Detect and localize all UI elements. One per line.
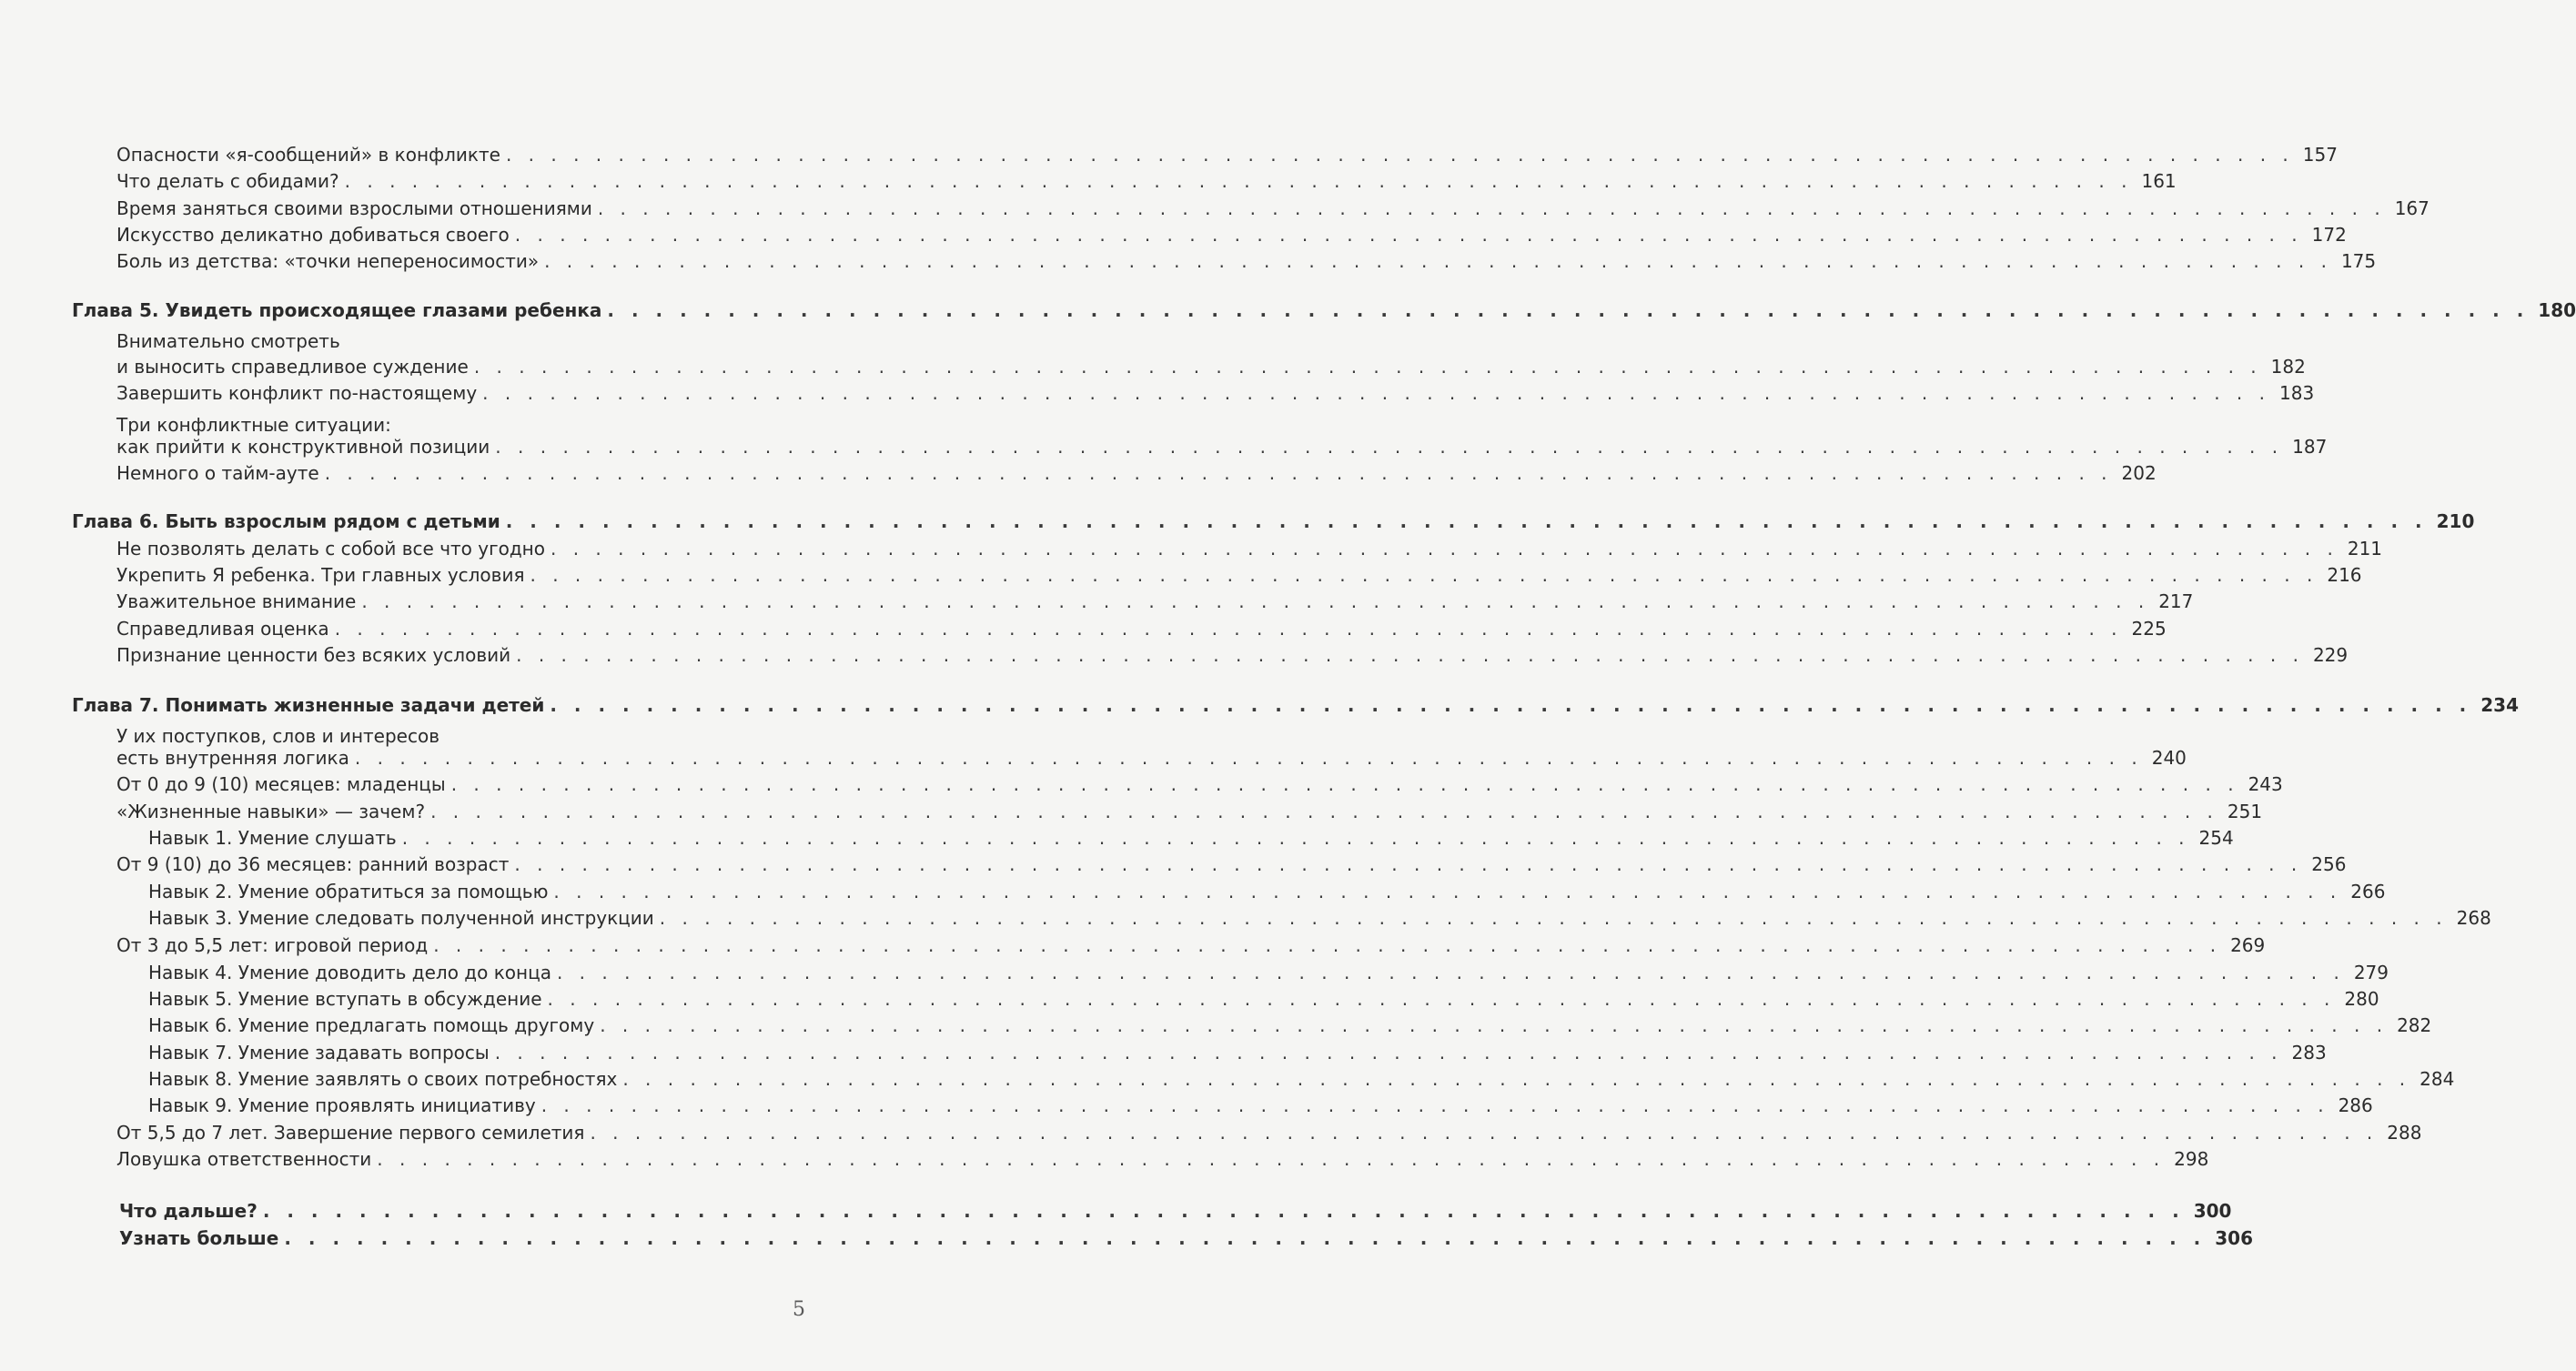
toc-entry-row [116,328,716,355]
toc-entry-title: Что делать с обидами? [116,170,339,192]
toc-page-number: 298 [2174,1148,2209,1170]
toc-entry-title: Признание ценности без всяких условий [116,644,511,666]
toc-entry-row [116,1119,2422,1146]
toc-entry-row [116,932,2266,959]
toc-entry-title: Внимательно смотреть [116,330,340,352]
toc-leader-dots: . . . . . . . . . . . . . . . . . . . . . . . . . . . . . . . . . . . . . . . . . . . . . . . . . . . . . . . . . . . . . . . . . . . . . . . . . . . . . . . . [590,1122,2379,1144]
toc-entry-row [116,141,2338,168]
toc-entry-title: Не позволять делать с собой все что угодно [116,538,545,559]
toc-entry-title: Навык 2. Умение обратиться за помощью [148,881,549,902]
toc-entry-title: Навык 6. Умение предлагать помощь другому [148,1014,595,1036]
toc-leader-dots: . . . . . . . . . . . . . . . . . . . . . . . . . . . . . . . . . . . . . . . . . . . . . . . . . . . . . . . . . . . . . . . . . . . . . . . . . . . . . . . . [551,538,2339,559]
toc-leader-dots: . . . . . . . . . . . . . . . . . . . . . . . . . . . . . . . . . . . . . . . . . . . . . . . . . . . . . . . . . . . . . . . . . . . . . . . . . . . . . . . . [334,618,2123,640]
toc-entry-title: Завершить конфликт по-настоящему [116,382,478,404]
toc-leader-dots: . . . . . . . . . . . . . . . . . . . . . . . . . . . . . . . . . . . . . . . . . . . . . . . . . . . . . . . . . . . . . . . . . . . . . . . . . . . . . . . . [505,510,2428,532]
toc-entry-title: От 0 до 9 (10) месяцев: младенцы [116,773,446,795]
toc-leader-dots: . . . . . . . . . . . . . . . . . . . . . . . . . . . . . . . . . . . . . . . . . . . . . . . . . . . . . . . . . . . . . . . . . . . . . . . . . . . . . . . . [401,827,2190,849]
toc-leader-dots: . . . . . . . . . . . . . . . . . . . . . . . . . . . . . . . . . . . . . . . . . . . . . . . . . . . . . . . . . . . . . . . . . . . . . . . . . . . . . . . . [361,590,2150,612]
page-number: 5 [793,1298,805,1321]
toc-entry-title: Боль из детства: «точки непереносимости» [116,250,540,272]
toc-entry-title: От 9 (10) до 36 месяцев: ранний возраст [116,853,510,875]
toc-page-number: 283 [2291,1042,2327,1064]
toc-page-number: 216 [2327,564,2362,586]
toc-leader-dots: . . . . . . . . . . . . . . . . . . . . . . . . . . . . . . . . . . . . . . . . . . . . . . . . . . . . . . . . . . . . . . . . . . . . . . . . . . . . . . . . [262,1200,2185,1222]
toc-entry-title: Навык 1. Умение слушать [148,827,397,849]
toc-entry-row [148,985,2379,1013]
toc-chapter-row [72,297,2576,324]
toc-leader-dots: . . . . . . . . . . . . . . . . . . . . . . . . . . . . . . . . . . . . . . . . . . . . . . . . . . . . . . . . . . . . . . . . . . . . . . . . . . . . . . . . [495,436,2284,458]
toc-leader-dots: . . . . . . . . . . . . . . . . . . . . . . . . . . . . . . . . . . . . . . . . . . . . . . . . . . . . . . . . . . . . . . . . . . . . . . . . . . . . . . . . [514,224,2303,246]
toc-page-number: 284 [2419,1068,2455,1090]
toc-entry-title: Уважительное внимание [116,590,357,612]
toc-entry-row [116,459,2157,487]
toc-leader-dots: . . . . . . . . . . . . . . . . . . . . . . . . . . . . . . . . . . . . . . . . . . . . . . . . . . . . . . . . . . . . . . . . . . . . . . . . . . . . . . . . [482,382,2271,404]
toc-entry-row [116,744,2187,771]
toc-leader-dots: . . . . . . . . . . . . . . . . . . . . . . . . . . . . . . . . . . . . . . . . . . . . . . . . . . . . . . . . . . . . . . . . . . . . . . . . . . . . . . . . [530,564,2318,586]
toc-entry-title: От 5,5 до 7 лет. Завершение первого семилетия [116,1122,585,1144]
toc-page-number: 306 [2215,1227,2254,1249]
toc-page-number: 234 [2480,694,2520,716]
toc-entry-row [116,615,2167,642]
toc-page-number: 172 [2311,224,2347,246]
toc-page-number: 256 [2311,853,2347,875]
toc-entry-row [148,1039,2327,1066]
toc-chapter-row [72,691,2520,719]
toc-entry-row [116,641,2349,669]
toc-entry-row [116,771,2283,798]
toc-entry-row [116,433,2328,460]
toc-page-number: 167 [2394,197,2430,219]
toc-leader-dots: . . . . . . . . . . . . . . . . . . . . . . . . . . . . . . . . . . . . . . . . . . . . . . . . . . . . . . . . . . . . . . . . . . . . . . . . . . . . . . . . [600,1014,2389,1036]
toc-entry-row [116,167,2177,195]
toc-page-number: 175 [2340,250,2377,272]
toc-entry-title: Немного о тайм-ауте [116,462,319,484]
toc-entry-title: Узнать больше [119,1227,279,1249]
toc-page-number: 183 [2279,382,2315,404]
toc-entry-title: Навык 8. Умение заявлять о своих потребностях [148,1068,618,1090]
toc-entry-title: Навык 7. Умение задавать вопросы [148,1042,490,1064]
toc-page-number: 211 [2347,538,2383,559]
toc-leader-dots: . . . . . . . . . . . . . . . . . . . . . . . . . . . . . . . . . . . . . . . . . . . . . . . . . . . . . . . . . . . . . . . . . . . . . . . . . . . . . . . . [324,462,2113,484]
toc-entry-title: и выносить справедливое суждение [116,356,469,378]
toc-entry-title: «Жизненные навыки» — зачем? [116,801,426,822]
toc-entry-row [116,221,2347,248]
toc-page-number: 282 [2397,1014,2432,1036]
toc-entry-title: Укрепить Я ребенка. Три главных условия [116,564,525,586]
toc-entry-row [116,535,2383,562]
toc-entry-row [148,1012,2432,1039]
toc-leader-dots: . . . . . . . . . . . . . . . . . . . . . . . . . . . . . . . . . . . . . . . . . . . . . . . . . . . . . . . . . . . . . . . . . . . . . . . . . . . . . . . . [659,907,2448,929]
toc-leader-dots: . . . . . . . . . . . . . . . . . . . . . . . . . . . . . . . . . . . . . . . . . . . . . . . . . . . . . . . . . . . . . . . . . . . . . . . . . . . . . . . . [377,1148,2166,1170]
toc-entry-row [148,1092,2373,1119]
toc-entry-title: Глава 6. Быть взрослым рядом с детьми [72,510,500,532]
toc-page-number: 288 [2387,1122,2422,1144]
toc-leader-dots: . . . . . . . . . . . . . . . . . . . . . . . . . . . . . . . . . . . . . . . . . . . . . . . . . . . . . . . . . . . . . . . . . . . . . . . . . . . . . . . . [622,1068,2411,1090]
toc-page-number: 254 [2198,827,2234,849]
toc-entry-row [116,247,2377,275]
toc-page-number: 202 [2121,462,2157,484]
toc-entry-title: Три конфликтные ситуации: [116,414,391,436]
toc-leader-dots: . . . . . . . . . . . . . . . . . . . . . . . . . . . . . . . . . . . . . . . . . . . . . . . . . . . . . . . . . . . . . . . . . . . . . . . . . . . . . . . . [544,250,2332,272]
toc-leader-dots: . . . . . . . . . . . . . . . . . . . . . . . . . . . . . . . . . . . . . . . . . . . . . . . . . . . . . . . . . . . . . . . . . . . . . . . . . . . . . . . . [607,299,2530,321]
toc-leader-dots: . . . . . . . . . . . . . . . . . . . . . . . . . . . . . . . . . . . . . . . . . . . . . . . . . . . . . . . . . . . . . . . . . . . . . . . . . . . . . . . . [354,747,2143,769]
toc-entry-row [116,561,2362,589]
toc-entry-title: есть внутренняя логика [116,747,349,769]
toc-leader-dots: . . . . . . . . . . . . . . . . . . . . . . . . . . . . . . . . . . . . . . . . . . . . . . . . . . . . . . . . . . . . . . . . . . . . . . . . . . . . . . . . [433,934,2222,956]
toc-entry-title: Время заняться своими взрослыми отношениями [116,197,592,219]
toc-page-number: 225 [2131,618,2167,640]
toc-entry-title: Что дальше? [119,1200,258,1222]
toc-leader-dots: . . . . . . . . . . . . . . . . . . . . . . . . . . . . . . . . . . . . . . . . . . . . . . . . . . . . . . . . . . . . . . . . . . . . . . . . . . . . . . . . [550,694,2472,716]
toc-leader-dots: . . . . . . . . . . . . . . . . . . . . . . . . . . . . . . . . . . . . . . . . . . . . . . . . . . . . . . . . . . . . . . . . . . . . . . . . . . . . . . . . [473,356,2262,378]
toc-leader-dots: . . . . . . . . . . . . . . . . . . . . . . . . . . . . . . . . . . . . . . . . . . . . . . . . . . . . . . . . . . . . . . . . . . . . . . . . . . . . . . . . [514,853,2303,875]
toc-page-number: 240 [2151,747,2187,769]
toc-entry-row [148,904,2491,932]
toc-page-number: 286 [2338,1094,2373,1116]
toc-entry-row [116,1145,2209,1173]
toc-page-number: 269 [2230,934,2266,956]
toc-page-number: 300 [2193,1200,2232,1222]
toc-leader-dots: . . . . . . . . . . . . . . . . . . . . . . . . . . . . . . . . . . . . . . . . . . . . . . . . . . . . . . . . . . . . . . . . . . . . . . . . . . . . . . . . [556,962,2345,983]
toc-entry-title: Навык 3. Умение следовать полученной инструкции [148,907,654,929]
toc-chapter-row [119,1197,2232,1225]
toc-leader-dots: . . . . . . . . . . . . . . . . . . . . . . . . . . . . . . . . . . . . . . . . . . . . . . . . . . . . . . . . . . . . . . . . . . . . . . . . . . . . . . . . [540,1094,2329,1116]
toc-entry-title: Глава 7. Понимать жизненные задачи детей [72,694,545,716]
toc-chapter-row [119,1225,2254,1252]
toc-page-number: 180 [2538,299,2576,321]
toc-page-number: 268 [2456,907,2491,929]
toc-entry-title: Навык 9. Умение проявлять инициативу [148,1094,536,1116]
toc-page-number: 210 [2436,510,2475,532]
toc-leader-dots: . . . . . . . . . . . . . . . . . . . . . . . . . . . . . . . . . . . . . . . . . . . . . . . . . . . . . . . . . . . . . . . . . . . . . . . . . . . . . . . . [597,197,2386,219]
toc-entry-row [116,851,2347,878]
toc-page-number: 266 [2350,881,2386,902]
toc-entry-row [148,959,2389,986]
toc-entry-row [148,824,2234,852]
toc-entry-title: Справедливая оценка [116,618,329,640]
toc-entry-title: От 3 до 5,5 лет: игровой период [116,934,429,956]
toc-entry-row [148,1065,2455,1093]
toc-page-number: 243 [2248,773,2283,795]
toc-page-number: 161 [2141,170,2177,192]
toc-entry-title: Глава 5. Увидеть происходящее глазами ребенка [72,299,602,321]
toc-entry-title: Искусство деликатно добиваться своего [116,224,510,246]
toc-entry-title: У их поступков, слов и интересов [116,725,439,747]
toc-chapter-row [72,508,2475,535]
toc-page-number: 157 [2302,144,2338,166]
toc-entry-title: как прийти к конструктивной позиции [116,436,490,458]
toc-entry-row [116,379,2315,407]
toc-entry-title: Навык 5. Умение вступать в обсуждение [148,988,542,1010]
toc-leader-dots: . . . . . . . . . . . . . . . . . . . . . . . . . . . . . . . . . . . . . . . . . . . . . . . . . . . . . . . . . . . . . . . . . . . . . . . . . . . . . . . . [553,881,2342,902]
toc-page-number: 280 [2344,988,2379,1010]
toc-entry-row [116,798,2263,825]
toc-page-number: 251 [2227,801,2263,822]
toc-entry-row [116,353,2306,380]
toc-entry-title: Навык 4. Умение доводить дело до конца [148,962,551,983]
toc-leader-dots: . . . . . . . . . . . . . . . . . . . . . . . . . . . . . . . . . . . . . . . . . . . . . . . . . . . . . . . . . . . . . . . . . . . . . . . . . . . . . . . . [430,801,2218,822]
toc-page-number: 217 [2158,590,2194,612]
toc-page-number: 187 [2292,436,2328,458]
toc-leader-dots: . . . . . . . . . . . . . . . . . . . . . . . . . . . . . . . . . . . . . . . . . . . . . . . . . . . . . . . . . . . . . . . . . . . . . . . . . . . . . . . . [450,773,2239,795]
toc-leader-dots: . . . . . . . . . . . . . . . . . . . . . . . . . . . . . . . . . . . . . . . . . . . . . . . . . . . . . . . . . . . . . . . . . . . . . . . . . . . . . . . . [284,1227,2207,1249]
toc-leader-dots: . . . . . . . . . . . . . . . . . . . . . . . . . . . . . . . . . . . . . . . . . . . . . . . . . . . . . . . . . . . . . . . . . . . . . . . . . . . . . . . . [516,644,2304,666]
toc-page-number: 279 [2353,962,2389,983]
toc-leader-dots: . . . . . . . . . . . . . . . . . . . . . . . . . . . . . . . . . . . . . . . . . . . . . . . . . . . . . . . . . . . . . . . . . . . . . . . . . . . . . . . . [344,170,2133,192]
toc-entry-row [148,878,2386,905]
toc-leader-dots: . . . . . . . . . . . . . . . . . . . . . . . . . . . . . . . . . . . . . . . . . . . . . . . . . . . . . . . . . . . . . . . . . . . . . . . . . . . . . . . . [505,144,2294,166]
toc-entry-title: Опасности «я-сообщений» в конфликте [116,144,500,166]
toc-page-number: 182 [2270,356,2306,378]
toc-page-number: 229 [2312,644,2349,666]
toc-entry-row [116,195,2430,222]
toc-entry-row [116,588,2194,615]
toc-leader-dots: . . . . . . . . . . . . . . . . . . . . . . . . . . . . . . . . . . . . . . . . . . . . . . . . . . . . . . . . . . . . . . . . . . . . . . . . . . . . . . . . [494,1042,2283,1064]
toc-leader-dots: . . . . . . . . . . . . . . . . . . . . . . . . . . . . . . . . . . . . . . . . . . . . . . . . . . . . . . . . . . . . . . . . . . . . . . . . . . . . . . . . [547,988,2336,1010]
toc-entry-title: Ловушка ответственности [116,1148,372,1170]
